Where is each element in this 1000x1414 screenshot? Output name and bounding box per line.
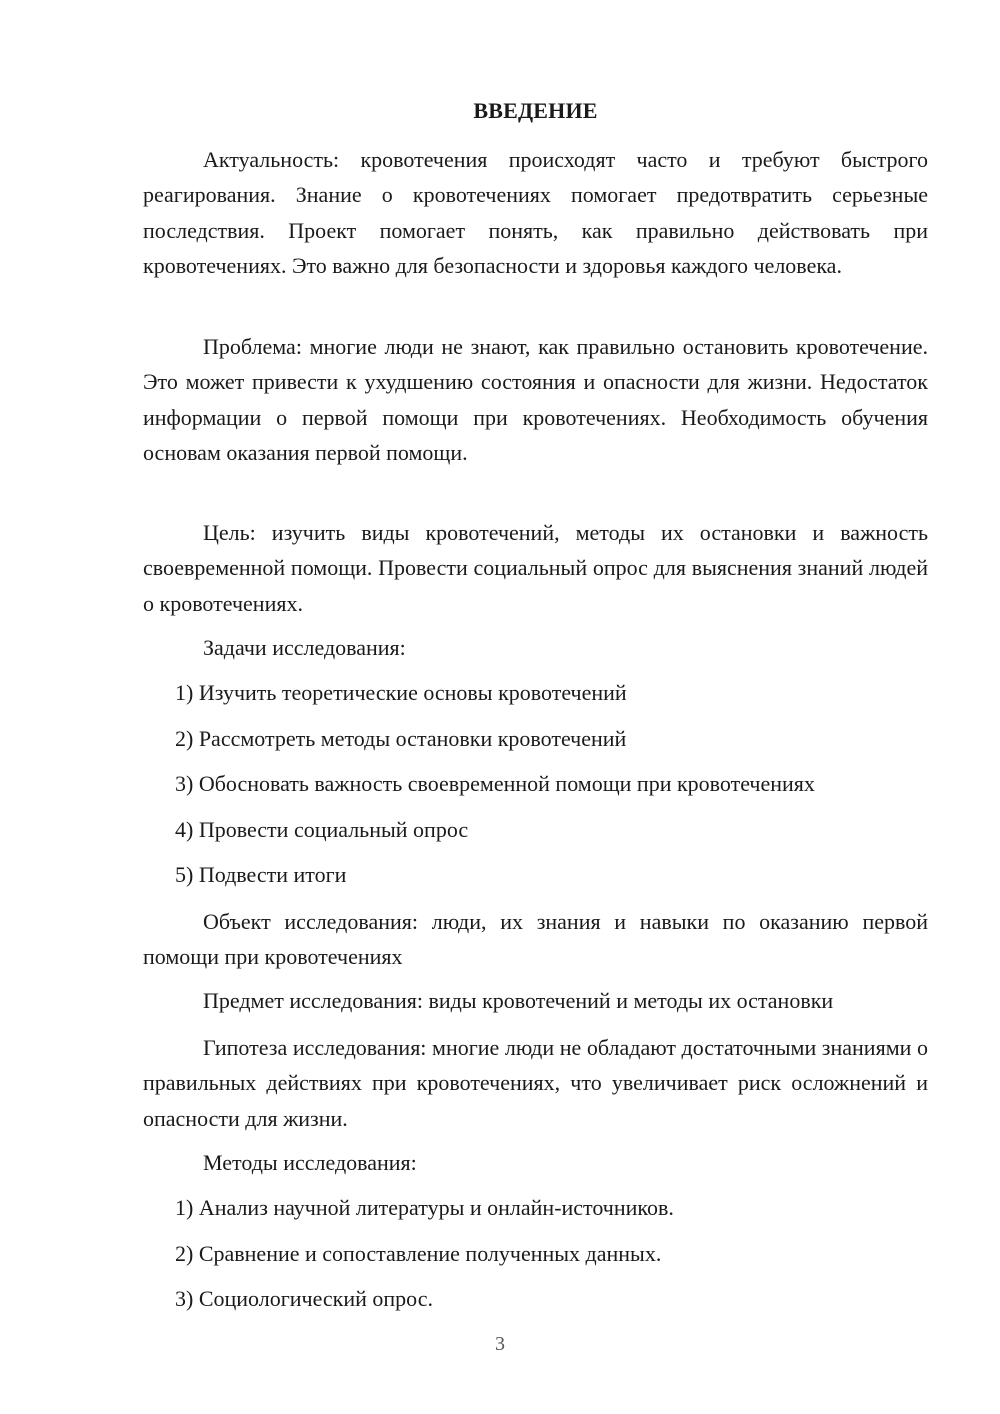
- relevance-paragraph: Актуальность: кровотечения происходят часто и требуют быстрого реагирования. Знание о кровотечениях помогает предотвратить серьезные последствия. Проект помогает понять, как правильно действовать при кровотечениях. Это важно для безопасности и здоровья каждого человека.: [143, 147, 928, 279]
- document-page: [143, 0, 928, 1414]
- method-item: 3) Социологический опрос.: [175, 1286, 433, 1311]
- goal-paragraph: Цель: изучить виды кровотечений, методы их остановки и важность своевременной помощи. Провести социальный опрос для выяснения знаний людей о кровотечениях.: [143, 520, 928, 616]
- tasks-heading: Задачи исследования:: [203, 635, 406, 660]
- object-paragraph: Объект исследования: люди, их знания и навыки по оказанию первой помощи при кровотечениях: [143, 909, 928, 970]
- task-item: 4) Провести социальный опрос: [175, 817, 469, 842]
- task-item: 1) Изучить теоретические основы кровотечений: [175, 680, 627, 705]
- task-item: 2) Рассмотреть методы остановки кровотечений: [175, 726, 627, 751]
- section-title: ВВЕДЕНИЕ: [473, 98, 598, 123]
- problem-paragraph: Проблема: многие люди не знают, как правильно остановить кровотечение. Это может привести к ухудшению состояния и опасности для жизни. Недостаток информации о первой помощи при кровотечениях. Необходимость обучения основам оказания первой помощи.: [143, 334, 928, 466]
- method-item: 1) Анализ научной литературы и онлайн-источников.: [175, 1195, 674, 1220]
- subject-paragraph: Предмет исследования: виды кровотечений и методы их остановки: [203, 988, 834, 1013]
- task-item: 5) Подвести итоги: [175, 862, 347, 887]
- task-item: 3) Обосновать важность своевременной помощи при кровотечениях: [175, 771, 815, 796]
- hypothesis-paragraph: Гипотеза исследования: многие люди не обладают достаточными знаниями о правильных действиях при кровотечениях, что увеличивает риск осложнений и опасности для жизни.: [143, 1035, 928, 1131]
- page-number: 3: [495, 1333, 505, 1355]
- method-item: 2) Сравнение и сопоставление полученных данных.: [175, 1241, 662, 1266]
- methods-heading: Методы исследования:: [203, 1150, 417, 1175]
